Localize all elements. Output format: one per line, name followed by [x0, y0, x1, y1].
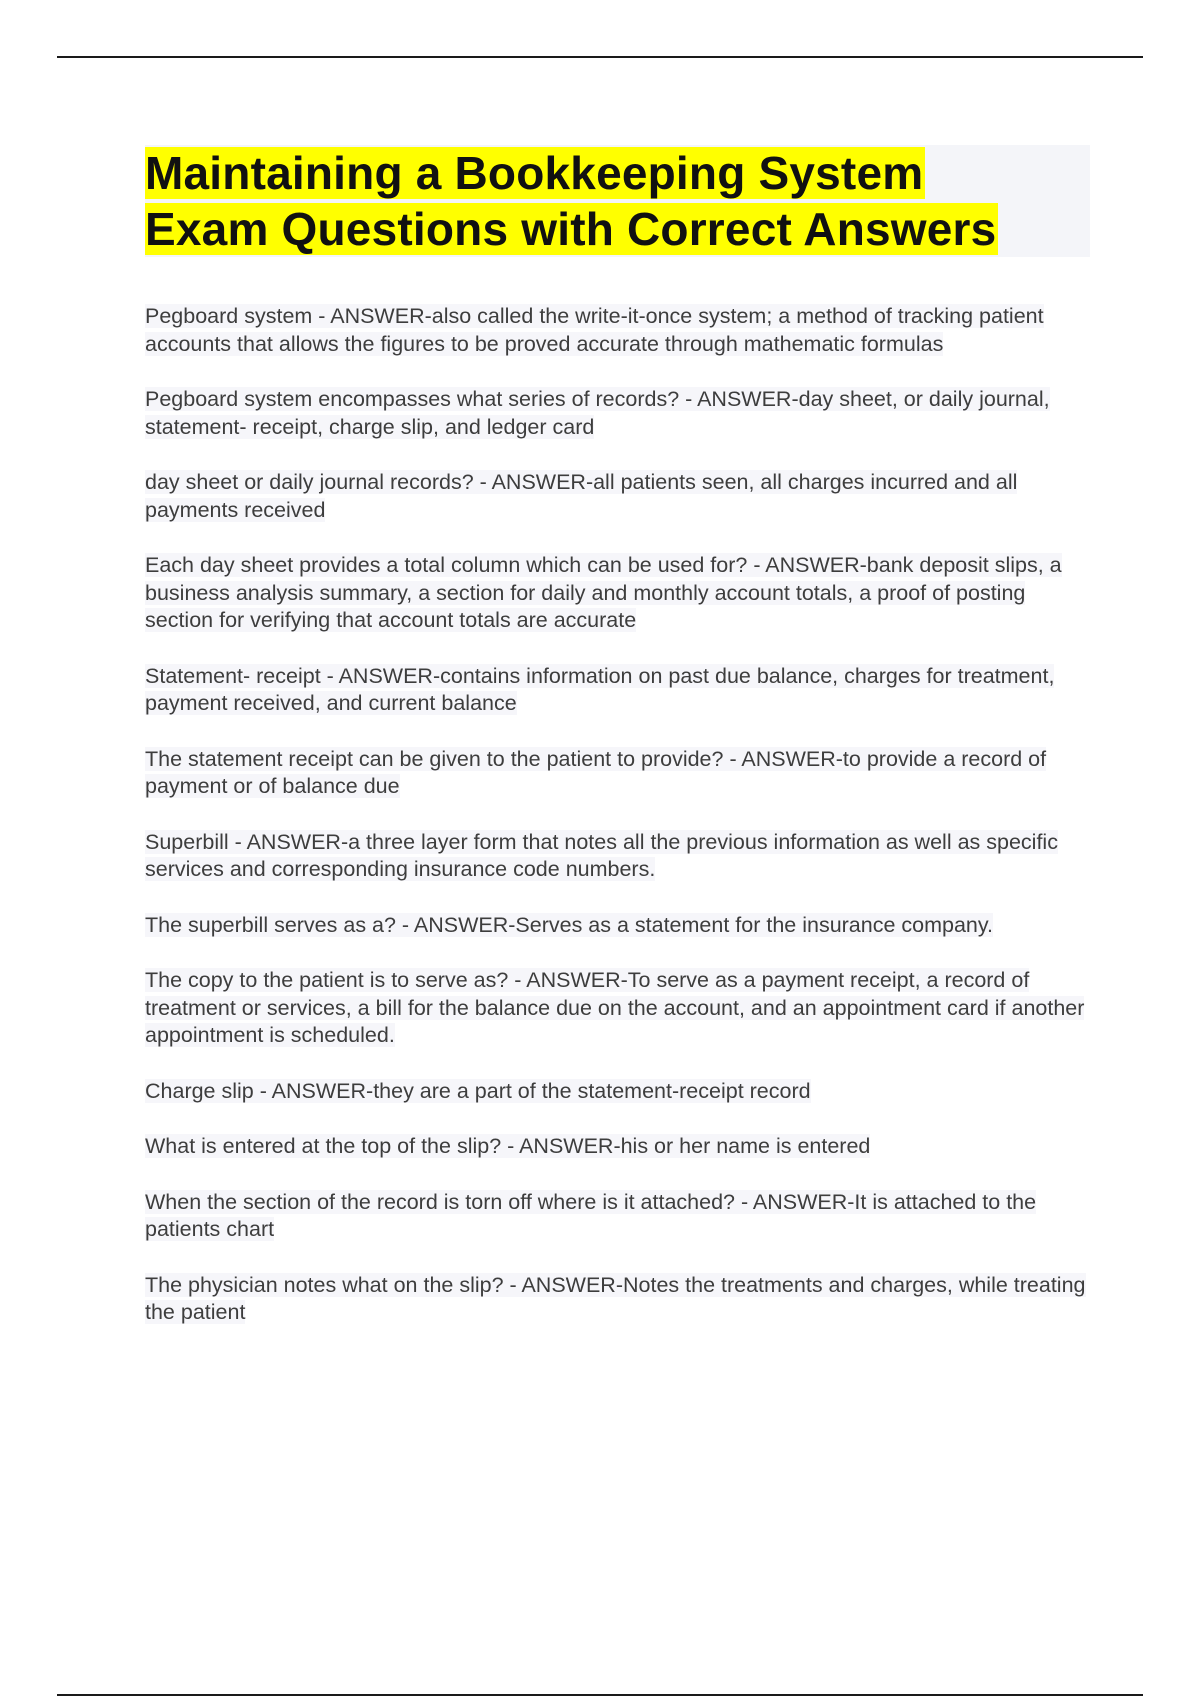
document-body: [145, 145, 1090, 1355]
title-line-2: Exam Questions with Correct Answers: [145, 203, 997, 255]
header-rule: [57, 56, 1143, 58]
qa-entry: Statement- receipt - ANSWER-contains information on past due balance, charges for treatment, payment received, and current balance: [145, 663, 1055, 715]
title-block: [145, 145, 1090, 257]
document-title: [145, 145, 1090, 257]
qa-list: [145, 303, 1090, 1327]
title-line-1: Maintaining a Bookkeeping System: [145, 147, 924, 199]
qa-entry: Pegboard system encompasses what series of records? - ANSWER-day sheet, or daily journal, statement- receipt, charge slip, and ledger card: [145, 387, 1050, 439]
qa-entry: The copy to the patient is to serve as? - ANSWER-To serve as a payment receipt, a record of treatment or services, a bill for the balance due on the account, and an appointment card if another appointment is scheduled.: [145, 968, 1085, 1047]
footer-rule: [57, 1694, 1143, 1696]
qa-entry: Superbill - ANSWER-a three layer form that notes all the previous information as well as specific services and corresponding insurance code numbers.: [145, 829, 1058, 881]
qa-entry: The statement receipt can be given to the patient to provide? - ANSWER-to provide a record of payment or of balance due: [145, 746, 1047, 798]
qa-entry: The superbill serves as a? - ANSWER-Serves as a statement for the insurance company.: [145, 912, 994, 937]
qa-entry: Each day sheet provides a total column which can be used for? - ANSWER-bank deposit slips, a business analysis summary, a section for daily and monthly account totals, a proof of posting section for verifying that account totals are accurate: [145, 553, 1062, 632]
qa-entry: The physician notes what on the slip? - ANSWER-Notes the treatments and charges, while treating the patient: [145, 1272, 1086, 1324]
qa-entry: day sheet or daily journal records? - ANSWER-all patients seen, all charges incurred and all payments received: [145, 470, 1018, 522]
qa-entry: Charge slip - ANSWER-they are a part of the statement-receipt record: [145, 1078, 811, 1103]
qa-entry: What is entered at the top of the slip? - ANSWER-his or her name is entered: [145, 1134, 871, 1158]
qa-entry: When the section of the record is torn off where is it attached? - ANSWER-It is attached to the patients chart: [145, 1189, 1037, 1241]
qa-entry: Pegboard system - ANSWER-also called the write-it-once system; a method of tracking patient accounts that allows the figures to be proved accurate through mathematic formulas: [145, 304, 1044, 356]
